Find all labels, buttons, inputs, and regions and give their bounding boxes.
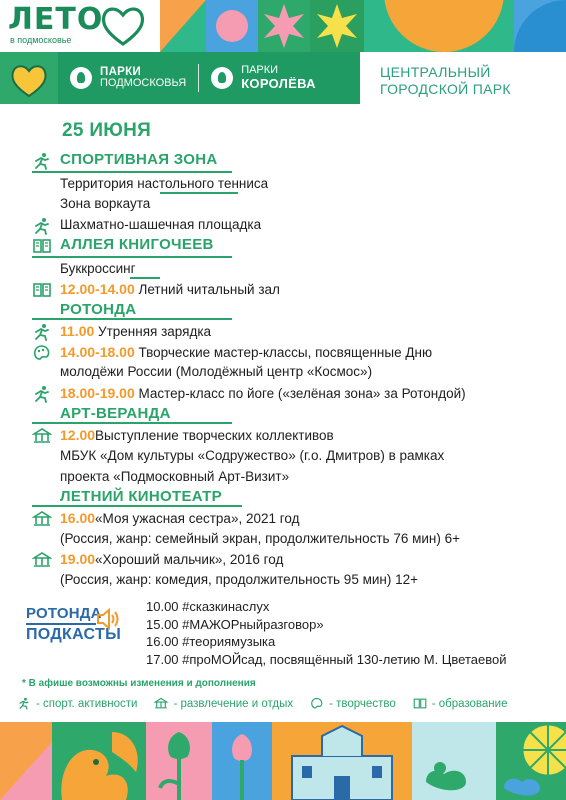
legend-item: - развлечение и отдых — [153, 697, 293, 710]
list-item: 17.00 #проМОЙсад, посвящённый 130-летию М. Цветаевой — [146, 651, 507, 667]
section-sport — [0, 150, 566, 171]
list-item: 10.00 #сказкинаслух — [146, 599, 270, 614]
event-text: Творческие мастер-классы, посвященные Дню — [134, 345, 433, 360]
central-line2: ГОРОДСКОЙ ПАРК — [380, 80, 511, 97]
event-time: 18.00-19.00 — [60, 385, 135, 401]
squirrel-icon — [52, 722, 146, 800]
section-title: ЛЕТНИЙ КИНОТЕАТР — [60, 488, 222, 505]
list-item: 16.00 #теориямузыка — [146, 634, 276, 649]
section-title: СПОРТИВНАЯ ЗОНА — [60, 151, 218, 168]
list-item: 15.00 #МАЖОРныйразговор» — [146, 616, 324, 632]
tulip-icon — [212, 722, 272, 800]
park2-top: ПАРКИ — [241, 64, 279, 77]
list-item — [0, 508, 566, 529]
list-item: (Россия, жанр: комедия, продолжительность 95 мин) 12+ — [60, 572, 419, 587]
book-icon — [412, 697, 428, 710]
list-item: молодёжи России (Молодёжный центр «Космос») — [60, 364, 373, 379]
star-icon — [310, 0, 364, 52]
divider — [32, 256, 232, 258]
runner-icon — [32, 217, 52, 235]
event-text: Летний читальный зал — [134, 282, 280, 297]
event-time: 19.00 — [60, 551, 96, 567]
podcasts-logo-top: РОТОНДА — [26, 605, 102, 622]
disclaimer-note: * В афише возможны изменения и дополнения — [22, 678, 256, 689]
legend — [16, 697, 556, 710]
decor-tile-orange — [0, 722, 52, 800]
event-text: «Моя ужасная сестра», 2021 год — [95, 511, 300, 526]
list-item — [0, 383, 566, 404]
bird-icon — [412, 722, 496, 800]
leto-logo-sub: в подмосковье — [10, 35, 72, 45]
central-line1: ЦЕНТРАЛЬНЫЙ — [380, 64, 491, 80]
section-title: АЛЛЕЯ КНИГОЧЕЕВ — [60, 236, 214, 253]
heart-tile — [0, 52, 58, 104]
speaker-icon — [96, 607, 122, 631]
section-title: РОТОНДА — [60, 301, 137, 318]
list-item: Зона воркаута — [60, 196, 151, 211]
divider — [32, 505, 242, 507]
legend-item: - творчество — [309, 697, 396, 710]
legend-item: - образование — [412, 697, 508, 710]
event-time: 12.00-14.00 — [60, 281, 135, 297]
decor-tile-orange — [160, 0, 206, 52]
park1-bottom: ПОДМОСКОВЬЯ — [100, 77, 187, 90]
building-icon — [272, 722, 412, 800]
header — [0, 0, 566, 108]
leto-logo — [0, 0, 160, 52]
event-text: «Хороший мальчик», 2016 год — [95, 552, 284, 567]
palette-icon — [309, 697, 325, 710]
section-title: АРТ-ВЕРАНДА — [60, 405, 171, 422]
parks-banner — [58, 52, 360, 104]
park-tree-icon — [211, 67, 233, 89]
citrus-icon — [496, 722, 566, 800]
runner-icon — [16, 697, 32, 710]
carousel-icon — [32, 427, 52, 445]
leto-logo-word: ЛЕТО — [8, 2, 104, 37]
sun-icon — [384, 0, 504, 52]
footer-decor — [0, 722, 566, 800]
carousel-icon — [153, 697, 169, 710]
list-item: Шахматно-шашечная площадка — [0, 215, 566, 236]
event-time: 12.00 — [60, 427, 96, 443]
heart-outline-icon — [100, 4, 146, 48]
runner-icon — [32, 152, 52, 170]
section-books — [0, 235, 566, 256]
park-leaf-icon — [70, 67, 92, 89]
podcasts-list — [146, 598, 507, 668]
heart-icon — [0, 52, 58, 104]
list-item — [0, 549, 566, 570]
list-item — [0, 342, 566, 363]
list-item: Буккроссинг — [60, 261, 136, 276]
runner-icon — [32, 323, 52, 341]
carousel-icon — [32, 510, 52, 528]
list-item: Территория настольного тенниса — [60, 176, 269, 191]
divider — [26, 623, 96, 625]
tulip-icon — [146, 722, 212, 800]
carousel-icon — [32, 551, 52, 569]
central-park-title — [380, 64, 511, 98]
list-item — [0, 321, 566, 342]
divider — [32, 422, 232, 424]
park1-top: ПАРКИ — [100, 66, 142, 79]
list-item: проекта «Подмосковный Арт-Визит» — [60, 469, 290, 484]
book-icon — [32, 237, 52, 255]
event-text: Утренняя зарядка — [94, 324, 212, 339]
divider — [198, 64, 199, 92]
list-item: (Россия, жанр: семейный экран, продолжительность 76 мин) 6+ — [60, 531, 461, 546]
book-icon — [32, 281, 52, 299]
divider — [32, 318, 232, 320]
legend-item: - спорт. активности — [16, 697, 137, 710]
decor-tile-blue — [206, 0, 258, 52]
divider — [32, 171, 232, 173]
podcasts-logo — [26, 605, 136, 644]
runner-icon — [32, 385, 52, 403]
list-item — [0, 279, 566, 300]
star-icon — [258, 0, 310, 52]
list-item — [0, 425, 566, 446]
event-time: 16.00 — [60, 510, 96, 526]
event-time: 11.00 — [60, 323, 95, 339]
event-time: 14.00-18.00 — [60, 344, 135, 360]
sun-tile — [364, 0, 566, 52]
event-text: Мастер-класс по йоге («зелёная зона» за Ротондой) — [134, 386, 466, 401]
park2-bottom: КОРОЛЁВА — [241, 75, 316, 91]
event-date: 25 ИЮНЯ — [62, 120, 152, 141]
palette-icon — [32, 344, 52, 362]
event-text: Выступление творческих коллективов — [95, 428, 334, 443]
list-item: МБУК «Дом культуры «Содружество» (г.о. Дмитров) в рамках — [60, 448, 445, 463]
podcasts-logo-bottom: ПОДКАСТЫ — [26, 626, 122, 643]
